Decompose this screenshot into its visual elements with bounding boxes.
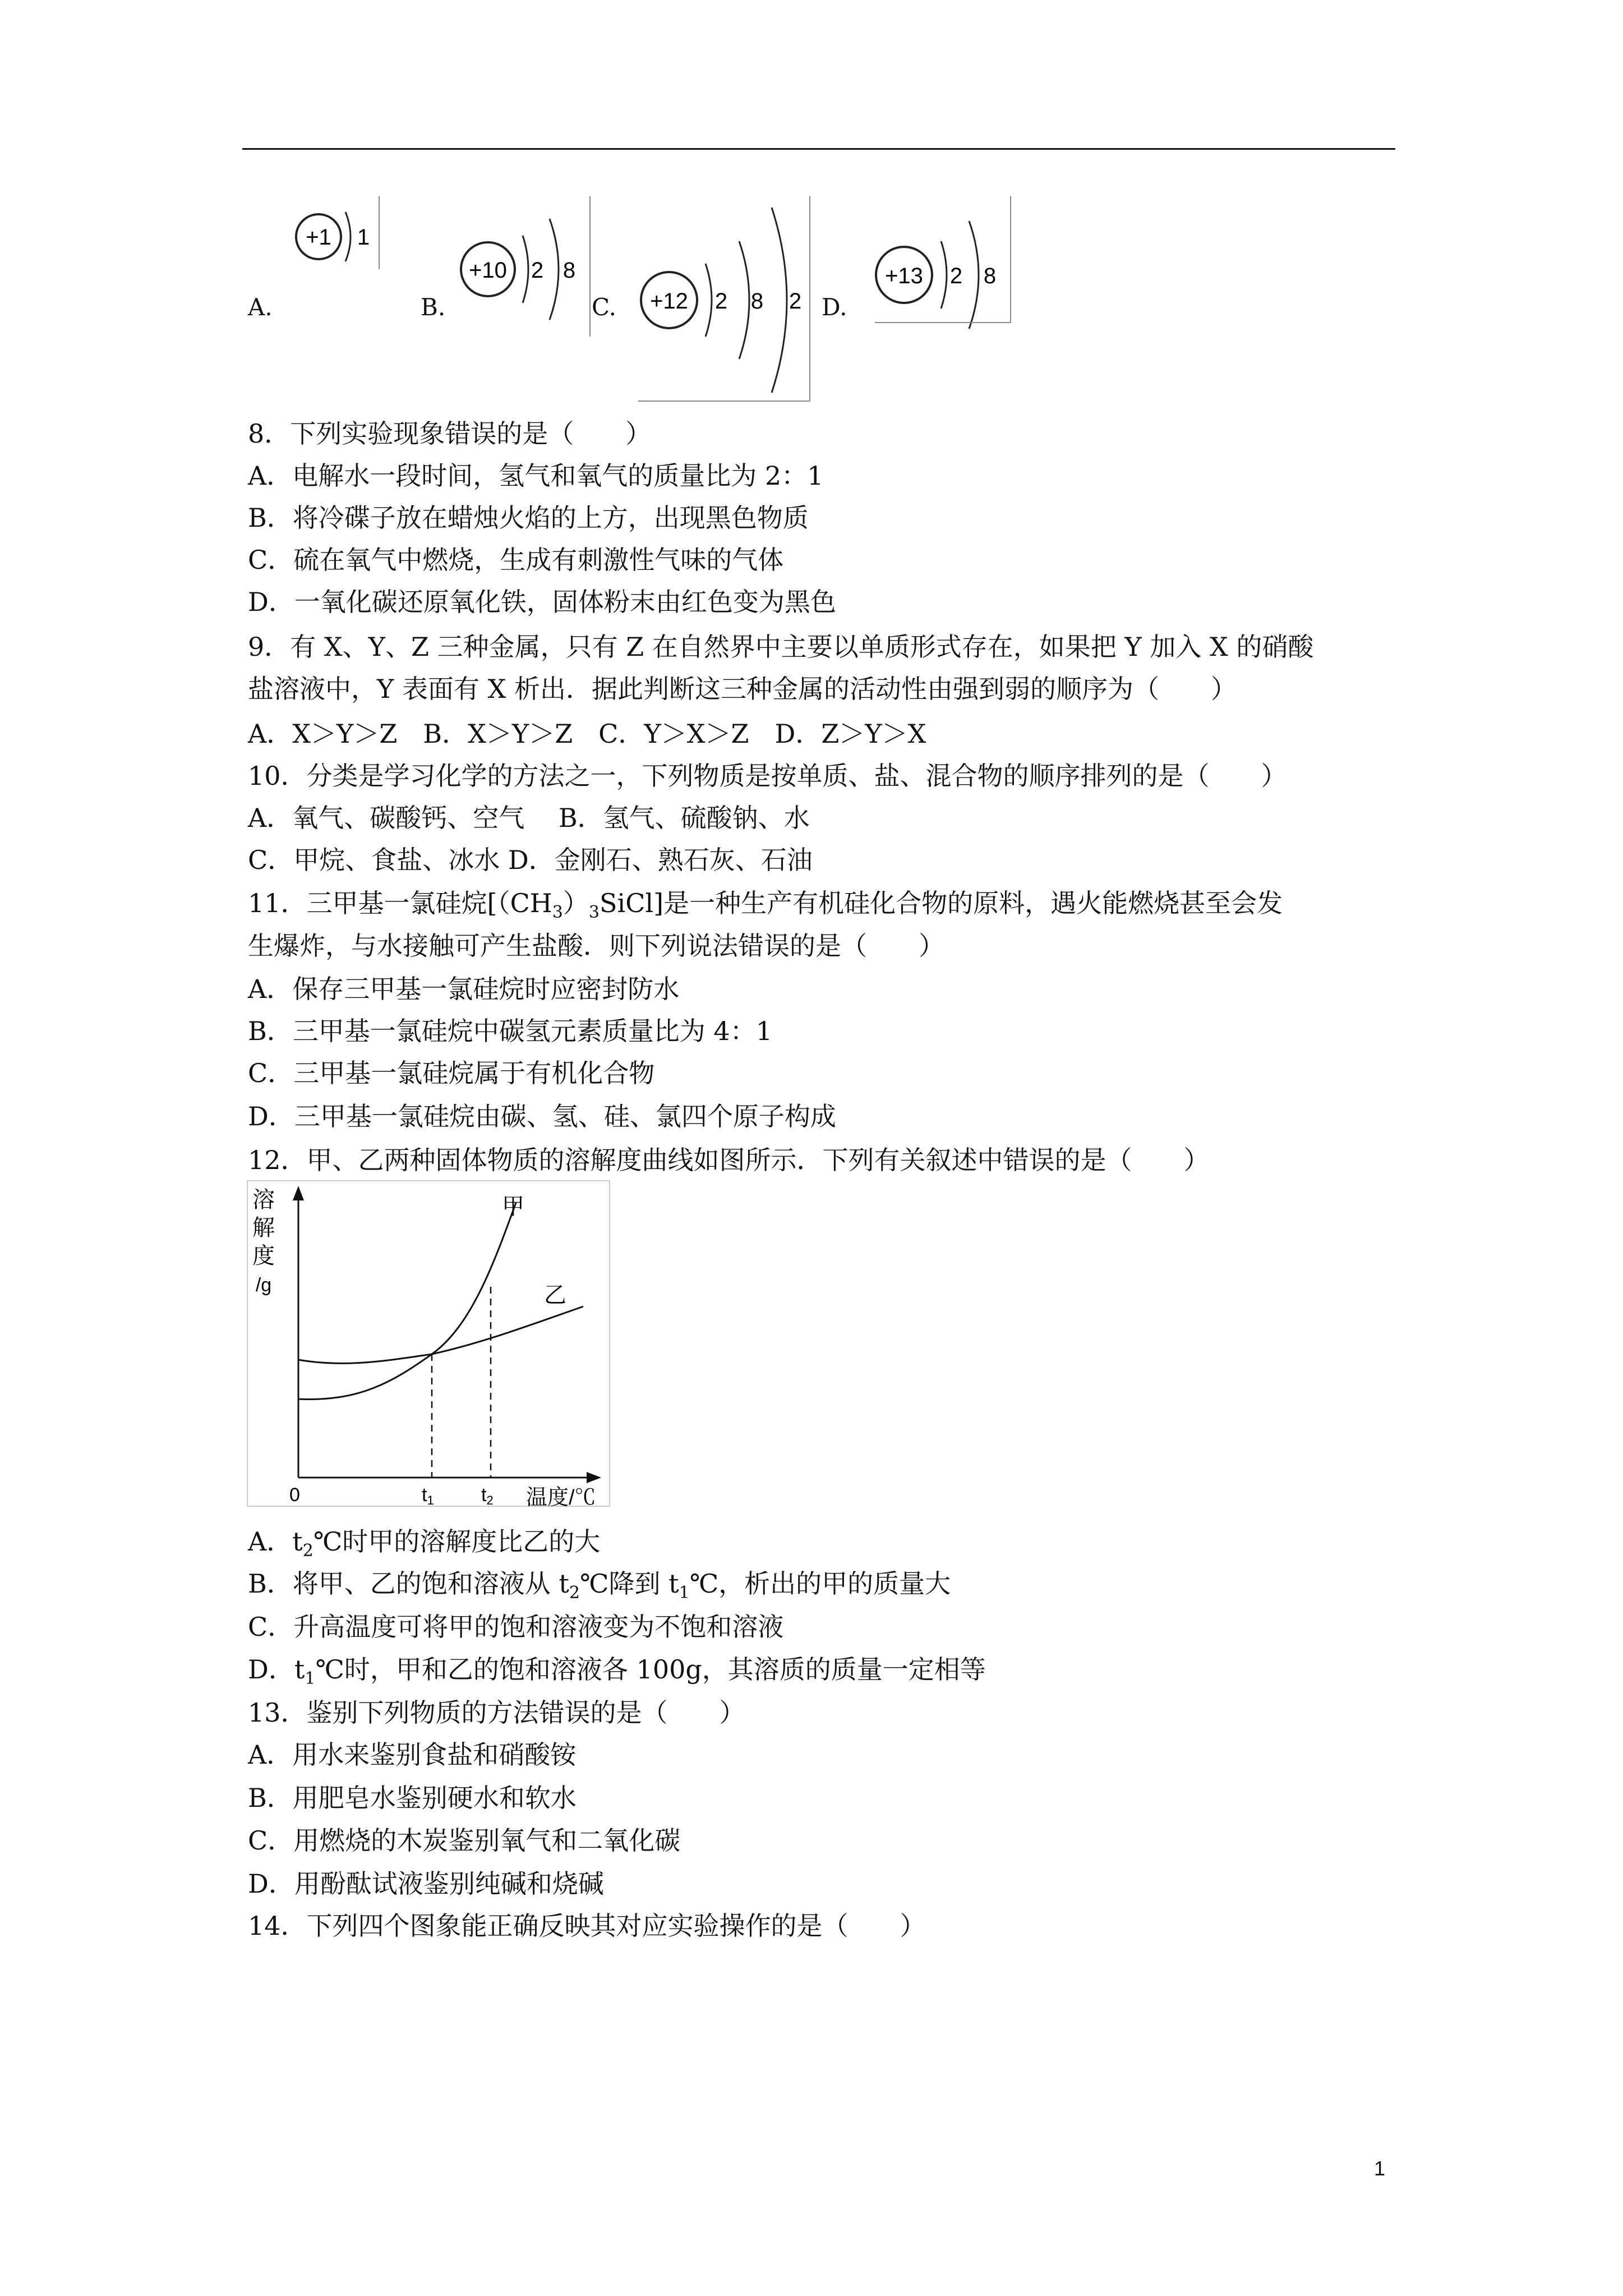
xlabel: 温度/℃ bbox=[526, 1486, 596, 1508]
q13-stem: 13．鉴别下列物质的方法错误的是（ ） bbox=[248, 1697, 745, 1728]
q12-b-text-1: B．将甲、乙的饱和溶液从 t bbox=[248, 1568, 569, 1599]
q9-stem-line2: 盐溶液中，Y 表面有 X 析出．据此判断这三种金属的活动性由强到弱的顺序为（ ） bbox=[248, 674, 1237, 704]
atom-c-shell-3: 2 bbox=[789, 289, 802, 314]
q8-option-a: A．电解水一段时间，氢气和氧气的质量比为 2：1 bbox=[248, 461, 824, 491]
q12-b-subscript-1: 2 bbox=[569, 1583, 580, 1603]
q11-stem-line1 bbox=[248, 887, 1283, 928]
y-axis-arrow bbox=[293, 1186, 304, 1200]
atom-diagram-a bbox=[285, 196, 391, 286]
q12-a-subscript: 2 bbox=[302, 1541, 313, 1561]
q13-option-a: A．用水来鉴别食盐和硝酸铵 bbox=[248, 1740, 577, 1770]
q12-d-subscript: 1 bbox=[305, 1669, 316, 1688]
q12-a-text-1: A．t bbox=[248, 1526, 303, 1557]
q12-a-text-2: ℃时甲的溶解度比乙的大 bbox=[313, 1526, 601, 1557]
series-yi-label: 乙 bbox=[544, 1283, 566, 1308]
atom-diagram-d bbox=[864, 196, 1015, 337]
q9-options: A．X＞Y＞Z B．X＞Y＞Z C．Y＞X＞Z D．Z＞Y＞X bbox=[248, 719, 926, 749]
atom-diagram-c bbox=[627, 196, 812, 404]
q11-stem-text-1: 11．三甲基一氯硅烷[（CH bbox=[248, 888, 552, 918]
q12-b-subscript-2: 1 bbox=[679, 1583, 690, 1603]
ylabel-char-1: 溶 bbox=[252, 1188, 275, 1212]
q8-option-c: C．硫在氧气中燃烧，生成有刺激性气味的气体 bbox=[248, 545, 784, 575]
q12-option-b bbox=[248, 1568, 951, 1609]
q11-stem-text-3: SiCl]是一种生产有机硅化合物的原料，遇火能燃烧甚至会发 bbox=[599, 888, 1283, 918]
atom-d-nucleus: +13 bbox=[885, 264, 923, 288]
q12-d-text-1: D．t bbox=[248, 1654, 305, 1685]
atom-a-nucleus: +1 bbox=[306, 225, 331, 250]
q12-option-d bbox=[248, 1654, 986, 1695]
atom-c-shell-1: 2 bbox=[714, 289, 728, 314]
q11-subscript-2: 3 bbox=[588, 903, 600, 922]
atom-a-shell-1: 1 bbox=[357, 225, 370, 250]
ylabel-char-4: /g bbox=[255, 1274, 272, 1296]
atom-c-label: C. bbox=[592, 293, 616, 321]
q11-stem-line2: 生爆炸，与水接触可产生盐酸．则下列说法错误的是（ ） bbox=[248, 931, 944, 961]
q11-stem-text-2: ） bbox=[562, 888, 589, 918]
atom-d-shell-1: 2 bbox=[949, 264, 963, 288]
atom-c-shell-2: 8 bbox=[750, 289, 764, 314]
q14-stem: 14．下列四个图象能正确反映其对应实验操作的是（ ） bbox=[248, 1911, 926, 1941]
origin-label: 0 bbox=[289, 1484, 300, 1506]
atom-b-shell-1: 2 bbox=[531, 258, 544, 283]
q9-stem-line1: 9．有 X、Y、Z 三种金属，只有 Z 在自然界中主要以单质形式存在，如果把 Y 加入 X 的硝酸 bbox=[248, 632, 1314, 662]
curve-yi bbox=[298, 1306, 583, 1363]
atom-d-label: D. bbox=[822, 293, 847, 321]
atom-b-nucleus: +10 bbox=[469, 258, 507, 283]
header-rule bbox=[242, 148, 1395, 150]
ylabel-char-2: 解 bbox=[252, 1216, 275, 1240]
q12-option-a bbox=[248, 1526, 600, 1567]
q12-option-c: C．升高温度可将甲的饱和溶液变为不饱和溶液 bbox=[248, 1612, 784, 1642]
q10-options-cd: C．甲烷、食盐、冰水 D．金刚石、熟石灰、石油 bbox=[248, 845, 813, 875]
q12-stem: 12．甲、乙两种固体物质的溶解度曲线如图所示．下列有关叙述中错误的是（ ） bbox=[248, 1145, 1210, 1175]
curve-jia bbox=[298, 1203, 516, 1399]
atom-c-nucleus: +12 bbox=[650, 289, 688, 314]
page-number: 1 bbox=[1374, 2157, 1386, 2180]
atom-diagram-b bbox=[449, 196, 594, 337]
atom-d-shell-2: 8 bbox=[983, 264, 997, 288]
q11-subscript-1: 3 bbox=[552, 903, 563, 922]
tick-t1: t1 bbox=[422, 1484, 434, 1507]
atom-b-label: B. bbox=[421, 293, 446, 321]
q10-stem: 10．分类是学习化学的方法之一，下列物质是按单质、盐、混合物的顺序排列的是（ ） bbox=[248, 761, 1287, 791]
q11-option-a: A．保存三甲基一氯硅烷时应密封防水 bbox=[248, 974, 680, 1004]
q13-option-c: C．用燃烧的木炭鉴别氧气和二氧化碳 bbox=[248, 1825, 681, 1856]
x-axis-arrow bbox=[587, 1472, 601, 1483]
q8-option-d: D．一氧化碳还原氧化铁，固体粉末由红色变为黑色 bbox=[248, 587, 836, 617]
q11-option-c: C．三甲基一氯硅烷属于有机化合物 bbox=[248, 1058, 655, 1088]
series-jia-label: 甲 bbox=[502, 1194, 524, 1219]
atom-b-shell-2: 8 bbox=[562, 258, 576, 283]
q13-option-b: B．用肥皂水鉴别硬水和软水 bbox=[248, 1783, 577, 1813]
tick-t2: t2 bbox=[481, 1484, 494, 1507]
q12-b-text-3: ℃，析出的甲的质量大 bbox=[689, 1568, 951, 1599]
q11-option-b: B．三甲基一氯硅烷中碳氢元素质量比为 4：1 bbox=[248, 1016, 772, 1046]
atom-a-label: A. bbox=[248, 293, 273, 321]
q12-b-text-2: ℃降到 t bbox=[580, 1568, 679, 1599]
q8-option-b: B．将冷碟子放在蜡烛火焰的上方，出现黑色物质 bbox=[248, 503, 809, 533]
q8-stem: 8．下列实验现象错误的是（ ） bbox=[248, 418, 652, 449]
q10-options-ab: A．氧气、碳酸钙、空气 B．氢气、硫酸钠、水 bbox=[248, 803, 810, 833]
ylabel-char-3: 度 bbox=[252, 1244, 275, 1268]
q12-d-text-2: ℃时，甲和乙的饱和溶液各 100g，其溶质的质量一定相等 bbox=[315, 1654, 986, 1685]
solubility-curve-figure bbox=[247, 1180, 611, 1508]
q13-option-d: D．用酚酞试液鉴别纯碱和烧碱 bbox=[248, 1869, 604, 1899]
q11-option-d: D．三甲基一氯硅烷由碳、氢、硅、氯四个原子构成 bbox=[248, 1101, 836, 1131]
